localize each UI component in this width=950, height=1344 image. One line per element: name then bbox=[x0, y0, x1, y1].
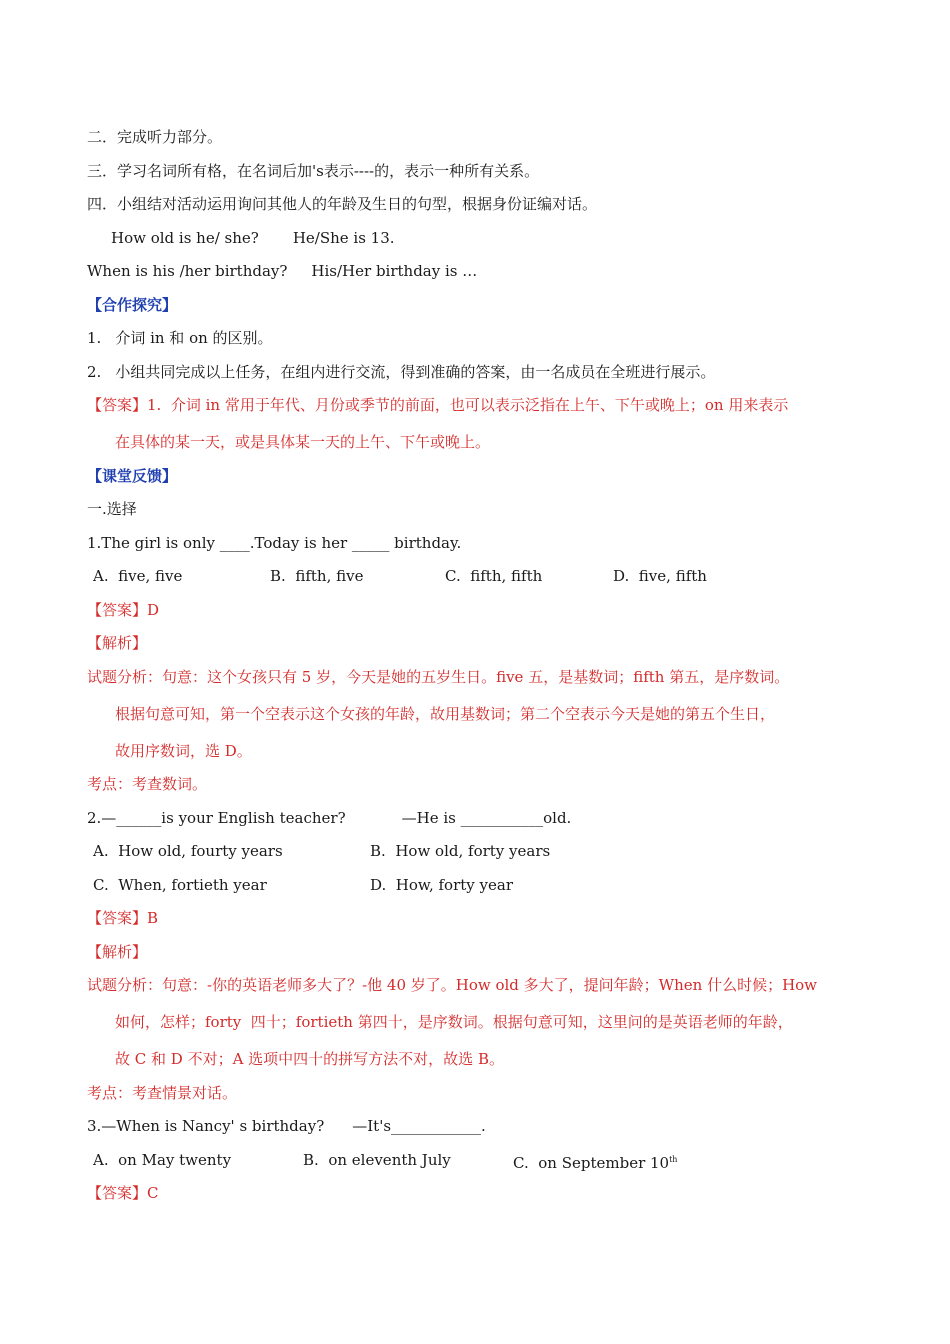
q2-options-row-2 bbox=[87, 874, 887, 908]
q1-option-d: D. five, fifth bbox=[613, 567, 707, 585]
coop-heading: 【合作探究】 bbox=[87, 295, 178, 314]
q3-options bbox=[87, 1149, 887, 1183]
feedback-heading: 【课堂反馈】 bbox=[87, 466, 178, 485]
q3-stem-reply: —It's____________. bbox=[352, 1117, 486, 1135]
q1-analysis-line-1: 试题分析：句意：这个女孩只有 5 岁，今天是她的五岁生日。five 五，是基数词；fifth 第五，是序数词。 bbox=[87, 667, 790, 686]
q1-answer-tag: 【答案】 bbox=[87, 600, 148, 619]
task-3: 三．学习名词所有格，在名词后加's表示----的，表示一种所有关系。 bbox=[87, 161, 540, 180]
q2-stem-reply: —He is ___________old. bbox=[401, 808, 572, 827]
q2-stem bbox=[87, 807, 887, 841]
q3-option-b: B. on eleventh July bbox=[303, 1150, 451, 1169]
q1-options bbox=[87, 565, 887, 599]
q2-options-row-1 bbox=[87, 840, 887, 874]
q1-analysis-tag: 【解析】 bbox=[87, 634, 148, 652]
q3-stem bbox=[87, 1115, 887, 1149]
q3-option-a: A. on May twenty bbox=[93, 1150, 232, 1169]
q2-option-d: D. How, forty year bbox=[370, 875, 513, 894]
q2-analysis-line-1: 试题分析：句意：-你的英语老师多大了？-他 40 岁了。How old 多大了，提问年龄；When 什么时候；How bbox=[87, 976, 818, 994]
task-4: 四．小组结对活动运用询问其他人的年龄及生日的句型，根据身份证编对话。 bbox=[87, 195, 598, 213]
q2-answer-tag: 【答案】 bbox=[87, 909, 148, 927]
q2-test-point: 考点：考查情景对话。 bbox=[87, 1083, 238, 1102]
q2-option-c: C. When, fortieth year bbox=[93, 875, 267, 894]
q1-analysis-line-3: 故用序数词，选 D。 bbox=[115, 741, 252, 760]
document-page bbox=[87, 126, 887, 1216]
dialog-birthday-line bbox=[87, 260, 887, 294]
dialog-age-answer: He/She is 13. bbox=[292, 228, 395, 247]
dialog-age-line bbox=[87, 227, 887, 261]
q2-analysis-line-3: 故 C 和 D 不对；A 选项中四十的拼写方法不对，故选 B。 bbox=[115, 1050, 504, 1068]
q2-option-a: A. How old, fourty years bbox=[93, 842, 283, 860]
q1-option-a: A. five, five bbox=[93, 567, 183, 585]
coop-answer-line-2: 在具体的某一天，或是具体某一天的上午、下午或晚上。 bbox=[115, 433, 491, 451]
q1-analysis-line-2: 根据句意可知，第一个空表示这个女孩的年龄，故用基数词；第二个空表示今天是她的第五个生日， bbox=[115, 704, 776, 723]
q2-analysis-line-2: 如何，怎样；forty 四十；fortieth 第四十，是序数词。根据句意可知，这里问的是英语老师的年龄， bbox=[115, 1013, 793, 1031]
q3-answer bbox=[87, 1182, 887, 1216]
coop-item-1-number: 1. bbox=[87, 329, 102, 347]
q2-analysis-tag: 【解析】 bbox=[87, 942, 148, 961]
q2-stem-question: 2.—______is your English teacher? bbox=[87, 808, 346, 827]
dialog-birthday-question: When is his /her birthday? bbox=[87, 262, 288, 280]
q2-answer-value: B bbox=[147, 909, 159, 927]
q3-answer-value: C bbox=[147, 1184, 159, 1202]
q3-option-c-text: C. on September 10 bbox=[513, 1153, 670, 1172]
q3-stem-question: 3.—When is Nancy' s birthday? bbox=[87, 1117, 325, 1135]
feedback-section-title: 一.选择 bbox=[87, 500, 137, 518]
coop-item-2 bbox=[87, 361, 887, 395]
q1-stem: 1.The girl is only ____.Today is her _____ birthday. bbox=[87, 533, 462, 552]
coop-answer-line-1 bbox=[87, 394, 887, 431]
coop-answer-text-1: 1. 介词 in 常用于年代、月份或季节的前面，也可以表示泛指在上午、下午或晚上；on 用来表示 bbox=[147, 396, 789, 414]
q1-test-point: 考点：考查数词。 bbox=[87, 775, 208, 793]
q3-option-c bbox=[513, 1149, 677, 1174]
dialog-birthday-answer: His/Her birthday is … bbox=[311, 262, 478, 280]
dialog-age-question: How old is he/ she? bbox=[111, 228, 259, 247]
coop-item-2-text: 小组共同完成以上任务，在组内进行交流，得到准确的答案，由一名成员在全班进行展示。 bbox=[115, 362, 716, 381]
q1-answer-value: D bbox=[147, 600, 160, 619]
task-2: 二．完成听力部分。 bbox=[87, 128, 223, 146]
q2-option-b: B. How old, forty years bbox=[370, 842, 551, 860]
q1-answer bbox=[87, 599, 887, 633]
q3-option-c-superscript: th bbox=[669, 1154, 678, 1164]
coop-item-2-number: 2. bbox=[87, 362, 102, 381]
q1-option-b: B. fifth, five bbox=[270, 567, 364, 585]
q3-answer-tag: 【答案】 bbox=[87, 1184, 148, 1202]
coop-item-1-text: 介词 in 和 on 的区别。 bbox=[115, 329, 273, 347]
coop-item-1 bbox=[87, 327, 887, 361]
coop-answer-tag: 【答案】 bbox=[87, 396, 148, 414]
q1-option-c: C. fifth, fifth bbox=[445, 567, 543, 585]
q2-answer bbox=[87, 907, 887, 941]
